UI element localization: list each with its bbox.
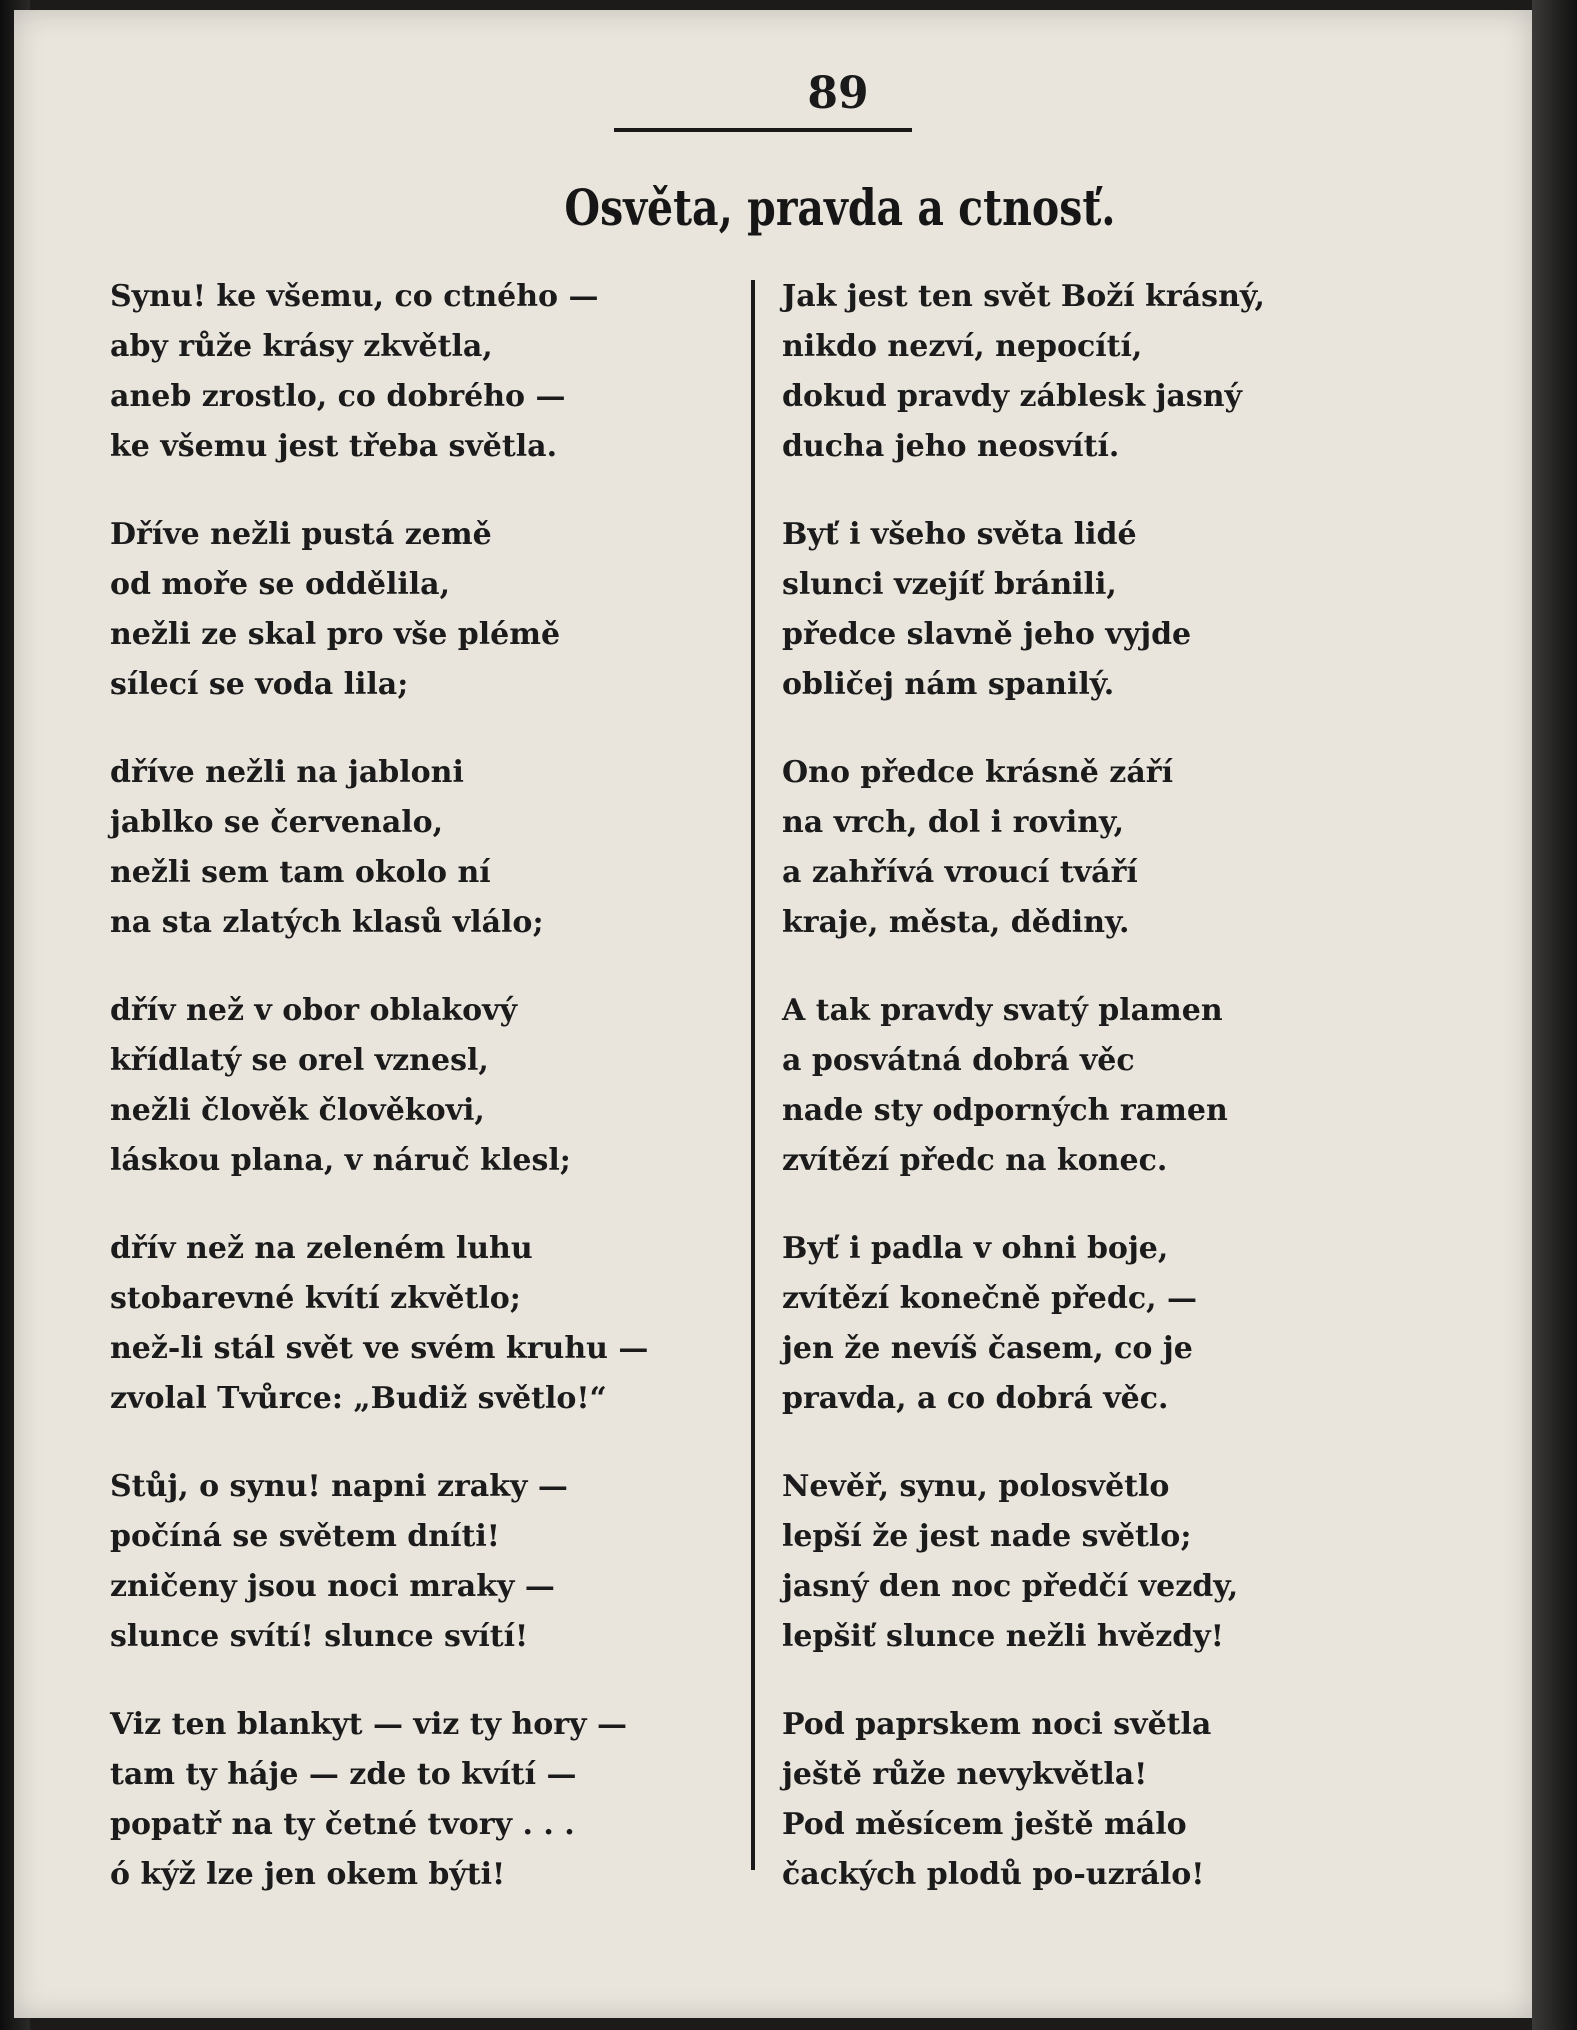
page-number-rule [614, 128, 912, 132]
verse-line: Dříve nežli pustá země [110, 517, 492, 552]
verse-line: Pod měsícem ještě málo [782, 1807, 1187, 1842]
stanza [782, 1462, 1482, 1700]
verse-line: lepší že jest nade světlo; [782, 1519, 1192, 1554]
left-column [110, 272, 730, 1938]
poem-title: Osvěta, pravda a ctnosť. [564, 178, 1116, 237]
verse-line: Nevěř, synu, polosvětlo [782, 1469, 1170, 1504]
verse-line: zničeny jsou noci mraky — [110, 1569, 555, 1604]
stanza [782, 986, 1482, 1224]
verse-line: láskou plana, v náruč klesl; [110, 1143, 571, 1178]
verse-line: na sta zlatých klasů vlálo; [110, 905, 544, 940]
verse-line: a posvátná dobrá věc [782, 1043, 1135, 1078]
verse-line: od moře se oddělila, [110, 567, 451, 602]
verse-line: A tak pravdy svatý plamen [782, 993, 1223, 1028]
stanza [782, 1224, 1482, 1462]
stanza [110, 986, 730, 1224]
verse-line: tam ty háje — zde to kvítí — [110, 1757, 577, 1792]
verse-line: sílecí se voda lila; [110, 667, 409, 702]
verse-line: stobarevné kvítí zkvětlo; [110, 1281, 521, 1316]
stanza [110, 748, 730, 986]
verse-line: aby růže krásy zkvětla, [110, 329, 493, 364]
verse-line: zvítězí předc na konec. [782, 1143, 1168, 1178]
verse-line: dřív než v obor oblakový [110, 993, 518, 1028]
verse-line: ještě růže nevykvětla! [782, 1757, 1148, 1792]
verse-line: lepšiť slunce nežli hvězdy! [782, 1619, 1224, 1654]
column-divider [751, 280, 755, 1870]
verse-line: a zahřívá vroucí tváří [782, 855, 1138, 890]
verse-line: nežli sem tam okolo ní [110, 855, 491, 890]
verse-line: Jak jest ten svět Boží krásný, [782, 279, 1265, 314]
stanza [782, 272, 1482, 510]
stanza [782, 748, 1482, 986]
verse-line: zvítězí konečně předc, — [782, 1281, 1197, 1316]
verse-line: ó kýž lze jen okem býti! [110, 1857, 506, 1892]
verse-line: čackých plodů po-uzrálo! [782, 1857, 1205, 1892]
verse-line: křídlatý se orel vznesl, [110, 1043, 489, 1078]
verse-line: nikdo nezví, nepocítí, [782, 329, 1143, 364]
verse-line: Byť i všeho světa lidé [782, 517, 1137, 552]
verse-line: pravda, a co dobrá věc. [782, 1381, 1169, 1416]
stanza [782, 1700, 1482, 1938]
stanza [110, 1700, 730, 1938]
verse-line: slunci vzejíť bránili, [782, 567, 1117, 602]
verse-line: Ono předce krásně září [782, 755, 1173, 790]
verse-line: Stůj, o synu! napni zraky — [110, 1469, 568, 1504]
stanza [110, 1224, 730, 1462]
verse-line: ke všemu jest třeba světla. [110, 429, 558, 464]
verse-line: na vrch, dol i roviny, [782, 805, 1125, 840]
stanza [110, 1462, 730, 1700]
stanza [110, 510, 730, 748]
verse-line: jasný den noc předčí vezdy, [782, 1569, 1239, 1604]
scan-right-edge [1532, 0, 1577, 2030]
verse-line: dokud pravdy záblesk jasný [782, 379, 1242, 414]
verse-line: jablko se červenalo, [110, 805, 444, 840]
right-column [782, 272, 1482, 1938]
verse-line: Viz ten blankyt — viz ty hory — [110, 1707, 627, 1742]
verse-line: kraje, města, dědiny. [782, 905, 1130, 940]
verse-line: Synu! ke všemu, co ctného — [110, 279, 599, 314]
verse-line: aneb zrostlo, co dobrého — [110, 379, 566, 414]
verse-line: nežli ze skal pro vše plémě [110, 617, 561, 652]
verse-line: jen že nevíš časem, co je [782, 1331, 1193, 1366]
verse-line: než-li stál svět ve svém kruhu — [110, 1331, 649, 1366]
verse-line: popatř na ty četné tvory . . . [110, 1807, 575, 1842]
verse-line: nade sty odporných ramen [782, 1093, 1228, 1128]
stanza [110, 272, 730, 510]
book-page [14, 10, 1532, 2018]
verse-line: obličej nám spanilý. [782, 667, 1115, 702]
stanza [782, 510, 1482, 748]
verse-line: zvolal Tvůrce: „Budiž světlo!“ [110, 1381, 607, 1416]
verse-line: dříve nežli na jabloni [110, 755, 464, 790]
verse-line: nežli člověk člověkovi, [110, 1093, 485, 1128]
verse-line: předce slavně jeho vyjde [782, 617, 1192, 652]
page-number: 89 [807, 68, 869, 119]
verse-line: dřív než na zeleném luhu [110, 1231, 533, 1266]
verse-line: slunce svítí! slunce svítí! [110, 1619, 529, 1654]
verse-line: počíná se světem dníti! [110, 1519, 500, 1554]
verse-line: Byť i padla v ohni boje, [782, 1231, 1169, 1266]
verse-line: ducha jeho neosvítí. [782, 429, 1120, 464]
verse-line: Pod paprskem noci světla [782, 1707, 1212, 1742]
